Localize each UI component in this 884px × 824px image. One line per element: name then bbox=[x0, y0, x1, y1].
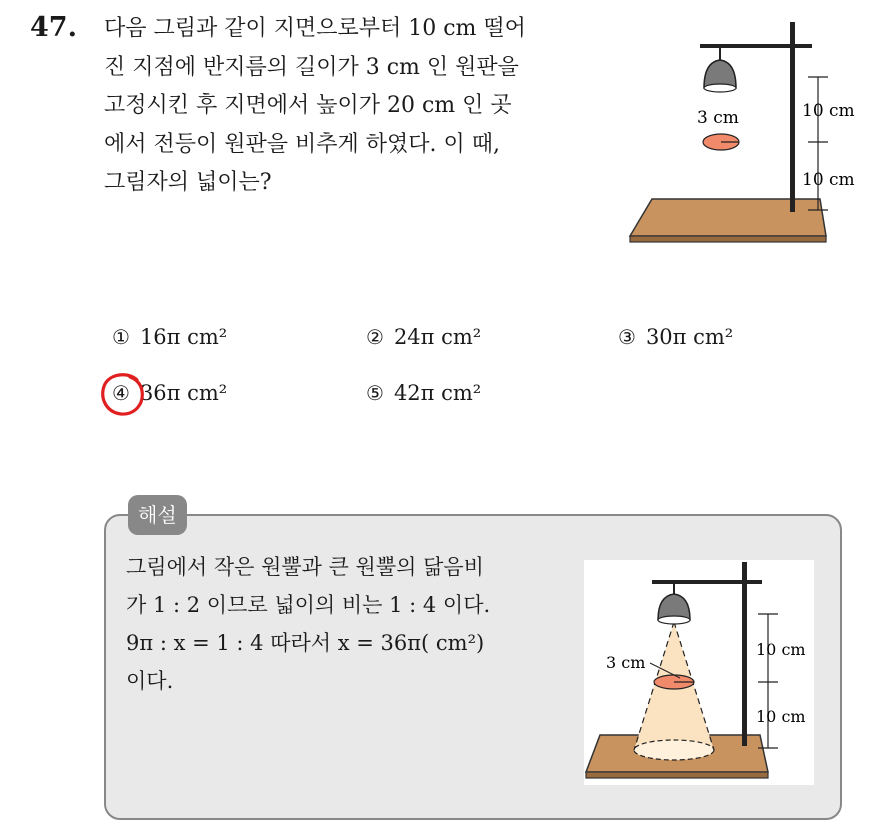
choice-5[interactable] bbox=[366, 381, 481, 405]
question-text bbox=[104, 10, 594, 203]
solution-line: 가 1 : 2 이므로 넓이의 비는 1 : 4 이다. bbox=[126, 593, 491, 617]
shadow-ellipse bbox=[634, 740, 714, 760]
question-line: 다음 그림과 같이 지면으로부터 10 cm 떨어 bbox=[104, 16, 526, 41]
stand-pole bbox=[742, 562, 747, 746]
solution-line: 9π : x = 1 : 4 따라서 x = 36π( cm²) bbox=[126, 631, 485, 655]
lamp-bulb bbox=[658, 616, 690, 624]
height-lower-label: 10 cm bbox=[802, 170, 855, 190]
height-lower-label: 10 cm bbox=[756, 707, 806, 726]
radius-label: 3 cm bbox=[697, 108, 739, 128]
choice-mark: ② bbox=[366, 325, 384, 349]
solution-tag: 해설 bbox=[128, 495, 187, 535]
choice-text: 16π cm² bbox=[139, 325, 228, 349]
solution-text bbox=[126, 548, 566, 700]
lamp-bulb bbox=[704, 84, 736, 92]
choice-2[interactable] bbox=[366, 325, 481, 349]
choice-mark: ④ bbox=[112, 381, 130, 405]
question-line: 그림자의 넓이는? bbox=[104, 170, 272, 195]
choice-text: 30π cm² bbox=[645, 325, 734, 349]
table-top bbox=[630, 199, 826, 236]
solution-cone-figure bbox=[584, 560, 814, 785]
height-upper-label: 10 cm bbox=[756, 640, 806, 659]
table-edge bbox=[586, 772, 768, 778]
stand-arm bbox=[700, 44, 812, 48]
choice-mark: ① bbox=[112, 325, 130, 349]
choice-text: 42π cm² bbox=[393, 381, 482, 405]
lamp-disk-figure bbox=[600, 14, 870, 254]
stand-arm bbox=[652, 580, 762, 584]
choice-mark: ③ bbox=[618, 325, 636, 349]
answer-circle-mark bbox=[99, 370, 147, 418]
solution-line: 그림에서 작은 원뿔과 큰 원뿔의 닮음비 bbox=[126, 555, 484, 579]
table-edge bbox=[630, 236, 826, 242]
question-line: 고정시킨 후 지면에서 높이가 20 cm 인 곳 bbox=[104, 93, 512, 118]
question-number: 47. bbox=[30, 12, 77, 43]
choice-text: 36π cm² bbox=[139, 381, 228, 405]
choice-mark: ⑤ bbox=[366, 381, 384, 405]
choice-3[interactable] bbox=[618, 325, 733, 349]
solution-line: 이다. bbox=[126, 669, 174, 693]
question-line: 진 지점에 반지름의 길이가 3 cm 인 원판을 bbox=[104, 54, 519, 80]
question-line: 에서 전등이 원판을 비추게 하였다. 이 때, bbox=[104, 131, 500, 157]
choice-text: 24π cm² bbox=[393, 325, 482, 349]
height-upper-label: 10 cm bbox=[802, 101, 855, 121]
choice-1[interactable] bbox=[112, 325, 227, 349]
radius-label: 3 cm bbox=[606, 653, 646, 672]
stand-pole bbox=[790, 22, 795, 212]
